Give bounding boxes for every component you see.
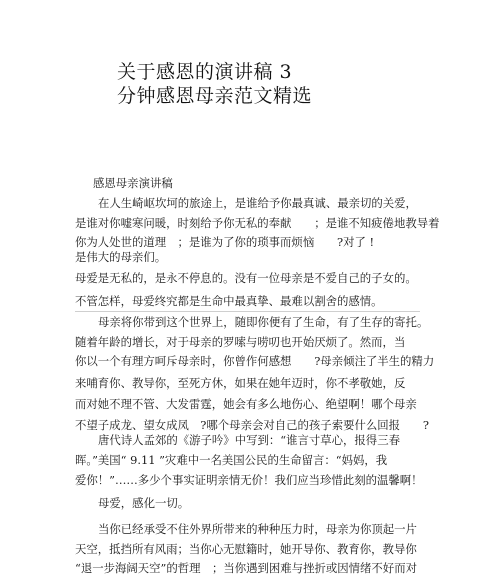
divider: [75, 311, 420, 312]
section-heading: 感恩母亲演讲稿: [93, 176, 173, 190]
paragraph-block-2: [75, 313, 435, 436]
text-line: 来哺育你、教导你，至死方休，如果在她年迈时，你不孝敬她，反: [75, 376, 406, 390]
text-line: 是伟大的母亲们。: [75, 250, 167, 264]
text-line: 是谁对你嘘寒问暖，时刻给予你无私的奉献 ；是谁不知疲倦地教导着: [75, 215, 440, 230]
text-line: 当你已经承受不住外界所带来的种种压力时，母亲为你顶起一片: [98, 522, 417, 536]
text-line: 随着年龄的增长，对于母亲的罗嗦与唠叨也开始厌烦了。然而，当: [75, 334, 406, 349]
paragraph-block-4: [75, 494, 420, 514]
text-line: “退一步海阔天空”的哲理 ；当你遇到困难与挫折或因情绪不好而对: [75, 561, 417, 575]
text-line: 你以一个有理方呵斥母亲时，你曾作何感想 ?母亲倾注了半生的精力: [75, 354, 435, 368]
text-line: 爱你！”……多少个事实证明亲情无价！我们应当珍惜此刻的温馨啊！: [75, 473, 423, 487]
title-line-2: 分钟感恩母亲范文精选: [117, 85, 313, 107]
text-line: 你为人处世的道理 ；是谁为了你的琐事而烦恼 ?对了 !: [75, 235, 375, 249]
text-line: 晖。”美国“ 9.11 ”灾难中一名美国公民的生命留言：“妈妈，我: [75, 453, 388, 467]
text-line: 而对她不理不管、大发雷霆，她会有多么地伤心、绝望啊！哪个母亲: [75, 397, 417, 411]
text-line: 在人生崎岖坎坷的旅途上，是谁给予你最真诚、最亲切的关爱，: [98, 196, 417, 210]
document-title: [117, 60, 312, 108]
text-line: 母亲将你带到这个世界上，随即你便有了生命，有了生存的寄托。: [98, 315, 429, 329]
paragraph-block-3: [75, 431, 423, 491]
paragraph-block-5: [75, 520, 420, 579]
text-line: 母爱，感化一切。: [98, 496, 190, 510]
text-line: 母爱是无私的，是永不停息的。没有一位母亲是不爱自己的子女的。: [75, 271, 417, 285]
text-line: 唐代诗人孟郊的《游子吟》中写到：“谁言寸草心，报得三春: [98, 433, 400, 447]
title-line-1: 关于感恩的演讲稿 3: [117, 61, 293, 83]
text-line: 天空，抵挡所有风雨；当你心无慰籍时，她开导你、教育你，教导你: [75, 541, 417, 556]
text-line: 不望子成龙、望女成凤 ?哪个母亲会对自己的孩子索要什么回报 ?: [75, 418, 429, 432]
text-line: 不管怎样，母爱终究都是生命中最真挚、最难以割舍的感情。: [75, 294, 383, 308]
paragraph-block-1: [75, 194, 440, 312]
